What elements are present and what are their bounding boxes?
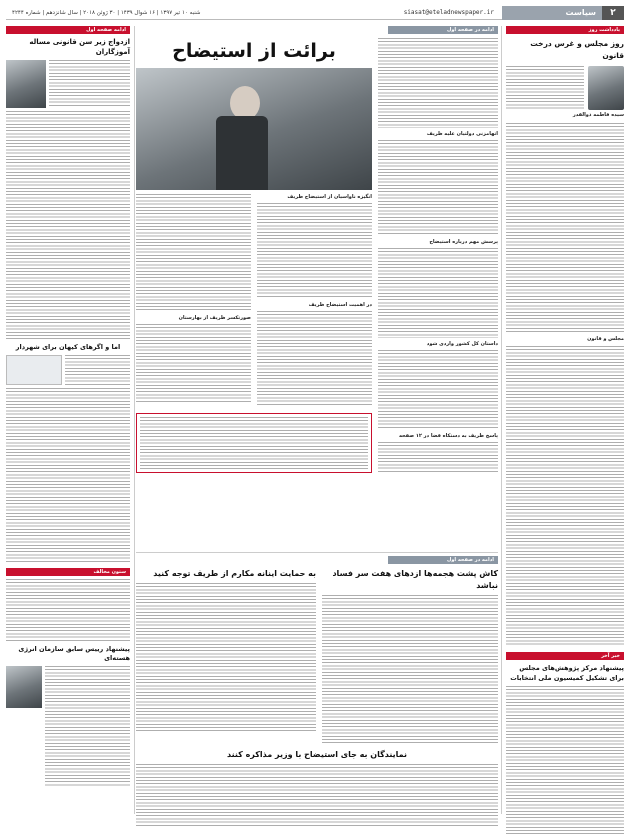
main-band: ادامه در صفحه اول — [388, 26, 498, 34]
bottom-text-c — [136, 764, 498, 826]
main-text-a — [378, 38, 498, 128]
left-title-3: پیشنهاد رییس سابق سازمان انرژی هسته‌ای — [18, 645, 130, 662]
right-text-2 — [506, 123, 624, 333]
left-text-2 — [6, 111, 130, 339]
main-text-d — [378, 350, 498, 430]
main-subhead-2: در اهمیت استیضاح ظریف — [308, 302, 372, 308]
left-title-1: ازدواج زیر سن قانونی مساله آموزگاران — [29, 38, 130, 56]
right-column — [506, 26, 624, 814]
divider — [501, 26, 502, 814]
bottom-section — [136, 552, 498, 814]
author-photo — [588, 66, 624, 110]
main-headline: برائت از استیضاح — [172, 40, 336, 62]
author-name: سیده فاطمه ذوالقدر — [572, 112, 624, 118]
main-text-f — [257, 203, 372, 299]
main-text-i — [136, 324, 251, 402]
left-title-2: اما و اگرهای کیهان برای شهردار — [15, 343, 121, 351]
right-title-2: پیشنهاد مرکز پژوهش‌های مجلس برای تشکیل کمیسیون ملی انتخابات — [510, 664, 624, 682]
date-line: شنبه ۱۰ تیر ۱۳۹۷ | ۱۶ شوال ۱۴۳۹ | ۳۰ ژوئن ۲۰۱۸ | سال شانزدهم | شماره ۴۲۴۴ — [12, 9, 201, 16]
website[interactable]: siasat@eteladnewspaper.ir — [403, 9, 494, 16]
right-text-4 — [506, 686, 624, 836]
left-text-6 — [45, 666, 130, 786]
main-photo — [136, 68, 372, 190]
bottom-text-b — [136, 583, 316, 733]
main-text-h — [136, 194, 251, 312]
main-subhead-5: پرسش مهم درباره استیضاح — [429, 239, 498, 245]
right-text-1 — [506, 66, 584, 110]
left-text-1 — [49, 60, 130, 108]
bottom-band: ادامه در صفحه اول — [388, 556, 498, 564]
left-text-5 — [6, 579, 130, 641]
divider — [134, 26, 135, 814]
right-title: روز مجلس و غرس درخت قانون — [530, 39, 624, 60]
callout-text — [140, 417, 368, 469]
main-subhead-6: داستان کل کشور واردی شود — [426, 341, 498, 347]
main-article — [136, 26, 498, 546]
bottom-headline-bottom: نمایندگان به جای استیضاح با وزیر مذاکره کنند — [226, 750, 408, 759]
left-column — [6, 26, 130, 814]
main-text-e — [378, 442, 498, 472]
left-text-3 — [65, 355, 130, 385]
section-title: سیاست — [502, 6, 602, 20]
photo-suit — [216, 116, 268, 190]
bottom-text-a — [322, 595, 498, 745]
left-text-4 — [6, 388, 130, 564]
photo-face — [230, 86, 260, 120]
page-header — [6, 6, 624, 20]
right-band: یادداشت روز — [506, 26, 624, 34]
page-number: ۲ — [602, 6, 624, 20]
right-text-3 — [506, 346, 624, 646]
left-band: ادامه صفحه اول — [6, 26, 130, 34]
right-subhead: مجلس و قانون — [587, 336, 624, 342]
bottom-headline-left: به حمایت اینانه مکارم از طریف توجه کنید — [153, 569, 316, 578]
main-callout — [136, 413, 372, 473]
left-photo-1 — [6, 60, 46, 108]
main-subhead-3: صورتکسر ظریف از بهارستان — [178, 315, 251, 321]
main-subhead-1: انگیزه ناواسیان از استیضاح ظریف — [287, 194, 372, 200]
left-clipping — [6, 355, 62, 385]
right-band-2: خبر آخر — [506, 652, 624, 660]
main-text-c — [378, 248, 498, 338]
main-text-b — [378, 140, 498, 236]
left-photo-2 — [6, 666, 42, 708]
main-subhead-4: اتهامزنی دولتیان علیه ظریف — [426, 131, 498, 137]
main-text-g — [257, 311, 372, 407]
left-band-2: ستون مخالف — [6, 568, 130, 576]
main-subhead-7: پاسخ ظریف به دستکاه قضا در ۱۲ صفحه — [399, 433, 498, 439]
bottom-headline-right: کاش پشت هجمه‌ها ازدهای هفت سر فساد نباشد — [332, 569, 498, 590]
